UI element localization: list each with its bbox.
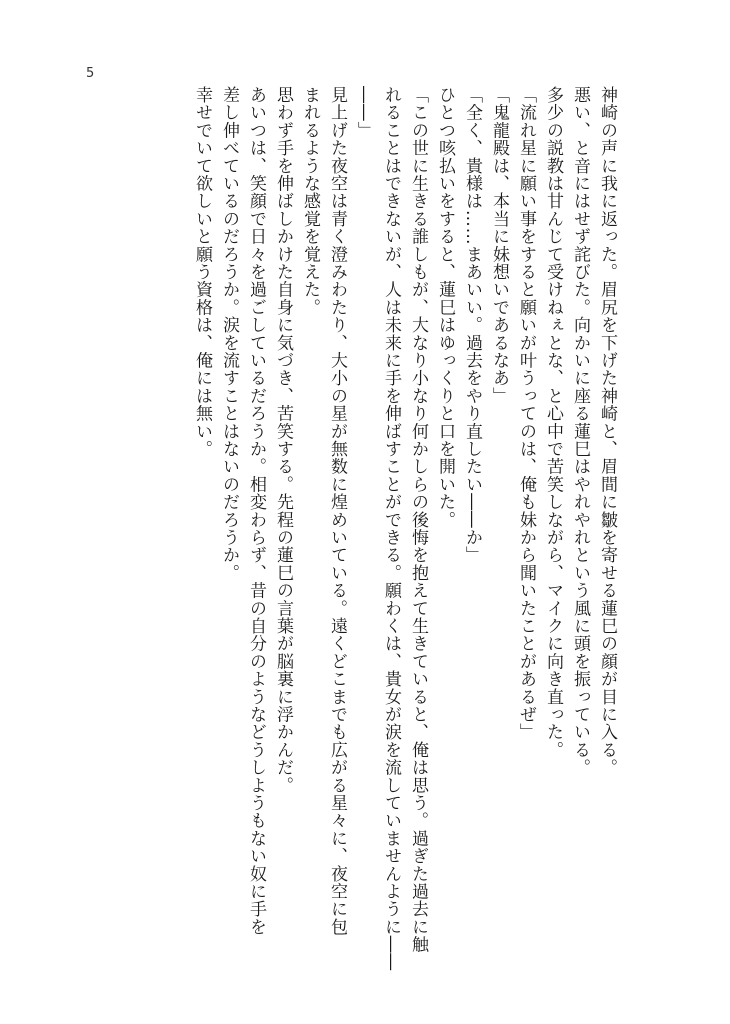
- text-line: れることはできないが、人は未来に手を伸ばすことができる。願わくは、貴女が涙を流していませんように――: [381, 86, 401, 971]
- text-line: 「流れ星に願い事をすると願いが叶うってのは、俺も妹から聞いたことがあるぜ」: [516, 86, 536, 741]
- text-line: 悪い、と音にはせず詫びた。向かいに座る蓮巳はやれやれという風に頭を振っている。: [570, 86, 590, 777]
- vertical-text-body: [100, 86, 620, 986]
- text-line: 神崎の声に我に返った。眉尻を下げた神崎と、眉間に皺を寄せる蓮巳の顔が目に入る。: [597, 86, 617, 777]
- text-line: 「全く、貴様は……まあいい。過去をやり直したい――か」: [462, 86, 482, 564]
- text-line: ――」: [354, 86, 374, 140]
- text-line: 「鬼龍殿は、本当に妹想いであるなあ」: [489, 86, 509, 405]
- text-line: 多少の説教は甘んじて受けねぇとな、と心中で苦笑しながら、マイクに向き直った。: [543, 86, 563, 759]
- text-line: 見上げた夜空は青く澄みわたり、大小の星が無数に煌めいている。遠くどこまでも広がる星々に、夜空に包: [327, 86, 347, 936]
- text-line: まれるような感覚を覚えた。: [300, 86, 320, 317]
- text-line: 「この世に生きる誰しもが、大なり小なり何かしらの後悔を抱えて生きていると、俺は思う。過ぎた過去に触: [408, 86, 428, 954]
- text-line: 幸せでいて欲しいと願う資格は、俺には無い。: [192, 86, 212, 458]
- text-line: 差し伸べているのだろうか。涙を流すことはないのだろうか。: [219, 86, 239, 582]
- text-line: ひとつ咳払いをすると、蓮巳はゆっくりと口を開いた。: [435, 86, 455, 529]
- text-line: 思わず手を伸ばしかけた自身に気づき、苦笑する。先程の蓮巳の言葉が脳裏に浮かんだ。: [273, 86, 293, 794]
- page-number: 5: [86, 66, 95, 81]
- text-line: あいつは、笑顔で日々を過ごしているだろうか。相変わらず、昔の自分のようなどうしようもない奴に手を: [246, 86, 266, 936]
